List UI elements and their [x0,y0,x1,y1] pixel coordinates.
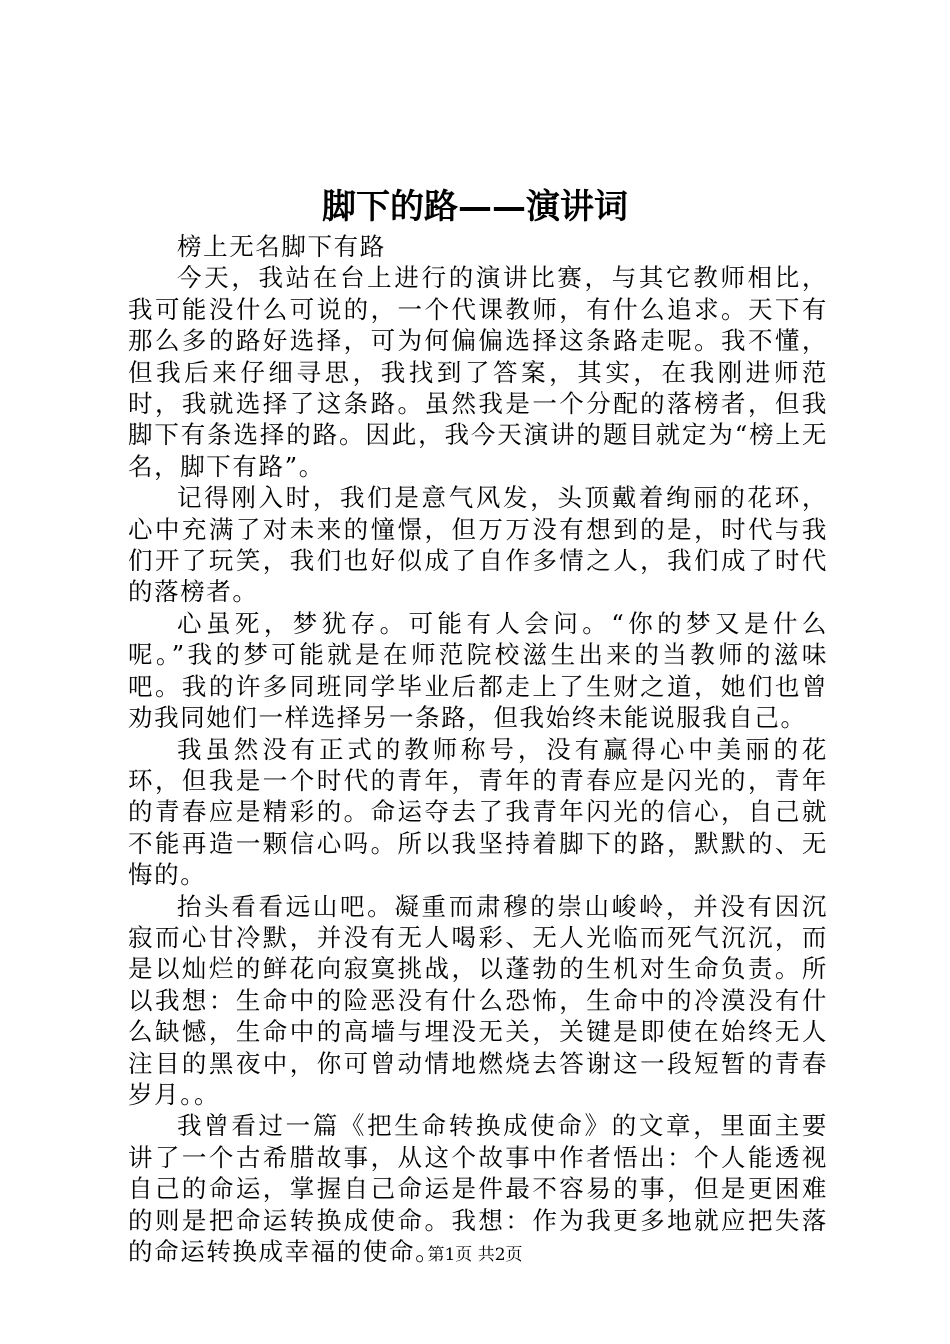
document-body [128,231,828,1267]
paragraph-6: 我曾看过一篇《把生命转换成使命》的文章，里面主要讲了一个古希腊故事，从这个故事中作者悟出：个人能透视自己的命运，掌握自己命运是件最不容易的事，但是更困难的则是把命运转换成使命。我想：作为我更多地就应把失落的命运转换成幸福的使命。 [128,1111,828,1266]
document-title: 脚下的路——演讲词 [322,187,628,227]
paragraph-subtitle: 榜上无名脚下有路 [177,232,386,261]
paragraph-2: 记得刚入时，我们是意气风发，头顶戴着绚丽的花环，心中充满了对未来的憧憬，但万万没有想到的是，时代与我们开了玩笑，我们也好似成了自作多情之人，我们成了时代的落榜者。 [128,483,828,607]
paragraph-4: 我虽然没有正式的教师称号，没有赢得心中美丽的花环，但我是一个时代的青年，青年的青春应是闪光的，青年的青春应是精彩的。命运夺去了我青年闪光的信心，自己就不能再造一颗信心吗。所以我坚持着脚下的路，默默的、无悔的。 [128,734,828,890]
paragraph-3: 心虽死，梦犹存。可能有人会问。“你的梦又是什么呢。”我的梦可能就是在师范院校滋生出来的当教师的滋味吧。我的许多同班同学毕业后都走上了生财之道，她们也曾劝我同她们一样选择另一条路，但我始终未能说服我自己。 [128,608,828,733]
page-number-footer: 第1页 共2页 [427,1245,523,1265]
paragraph-1: 今天，我站在台上进行的演讲比赛，与其它教师相比，我可能没什么可说的，一个代课教师，有什么追求。天下有那么多的路好选择，可为何偏偏选择这条路走呢。我不懂，但我后来仔细寻思，我找到了答案，其实，在我刚进师范时，我就选择了这条路。虽然我是一个分配的落榜者，但我脚下有条选择的路。因此，我今天演讲的题目就定为“榜上无名，脚下有路”。 [128,263,828,481]
paragraph-5: 抬头看看远山吧。凝重而肃穆的崇山峻岭，并没有因沉寂而心甘冷默，并没有无人喝彩、无人光临而死气沉沉，而是以灿烂的鲜花向寂寞挑战，以蓬勃的生机对生命负责。所以我想：生命中的险恶没有什么恐怖，生命中的冷漠没有什么缺憾，生命中的高墙与埋没无关，关键是即使在始终无人注目的黑夜中，你可曾动情地燃烧去答谢这一段短暂的青春岁月。。 [128,891,828,1109]
